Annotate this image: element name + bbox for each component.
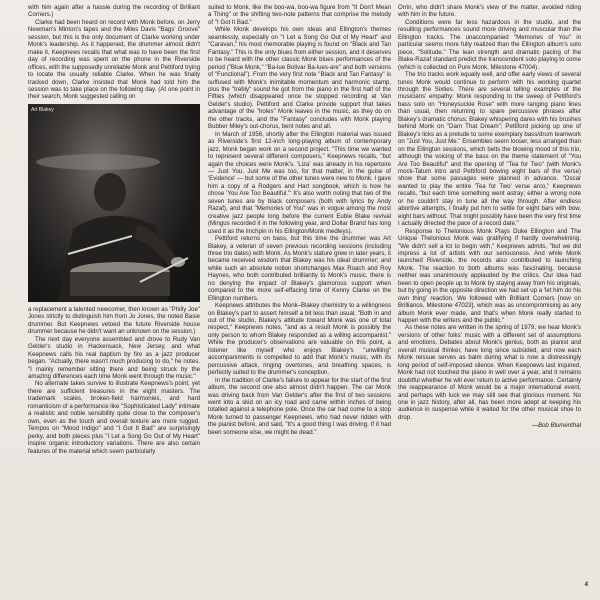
paragraph: Clarke had been heard on record with Monk before, on Jerry Newman's Minton's tapes and the Miles Davis "Bags' Groove" session, but this is the only document of Clarke working under Monk's leadership. As it happened, the drummer almost didn't make it, Keepnews recalls that what was to have been the first day of recording was spent on the phone in the Riverside offices, with the supposedly unreliable Monk and Pettiford trying to locate the usually reliable Clarke. When he was finally tracked down, Clarke insisted that Monk had told him the session was to take place on the following day. (At one point in their search, Monk suggested calling on <box>28 18 200 101</box>
paragraph: Conditions were far less hazardous in the studio, and the resulting performances sound more driving and muscular than the Ellington tracks. The unaccompanied "Memories of You" in particular seems more fully realized than the Ellington album's solo piece, "Solitude." The lean strength and dramatic pacing of the Blake-Razaf standard predict the transcendent solo playing to come (which is collected on Pure Monk, Milestone 47004). <box>398 18 581 71</box>
paragraph: Response to Thelonious Monk Plays Duke Ellington and The Unique Thelonious Monk was gratifying if hardly overwhelming. "We didn't sell a lot to begin with," Keepnews admits, "but we did impress a lot of artists with our seriousness. And while Monk launched Riverside, the records also contributed to launching Monk. The reaction to both albums was fascinating, because neither was unanimously applauded by the critics. Our idea had been to open people up to Monk by staying away from his originals, but by going in the opposite direction we had set up a 'let him do his own thing' reaction. We followed with Brilliant Corners [now on Brilliance, Milestone 47023], which was as uncompromising as any album Monk ever made, and that's when Monk really started to happen with the writers and the public." <box>398 227 581 325</box>
paragraph: suited to Monk, like the boo-wa, boo-wa figure from "It Don't Mean a Thing" or the shifting two-note patterns that comprise the melody of "I Got It Bad." <box>208 4 391 26</box>
text-column-left <box>28 4 200 455</box>
page-number: 4 <box>584 582 588 588</box>
text-column-middle <box>208 4 391 436</box>
author-signature: —Bob Blumenthal <box>531 422 581 430</box>
art-blakey-photo <box>28 104 200 302</box>
paragraph: In March of 1956, shortly after the Ellington material was issued as Riverside's first 12-inch long-playing album of contemporary jazz, Monk began work on a second project. "This time we wanted to represent several different composers," Keepnews recalls, "but again the choices were Monk's. 'Liza' was already in his repertoire — Just You, Just Me was too, for that matter, in the guise of 'Evidence' — but some of the other tunes were new to Monk. I gave him a copy of a Rodgers and Hart songbook, which is how he chose 'You Are Too Beautiful.'" It's also worth noting that two of the seven tunes are by black composers (both with lyrics by Andy Razaf), and that "Memories of You" was in vogue among the most creative jazz people long before the current Eubie Blake revival (Mingus recorded it in the following year, and Dollar Brand has long used it as the linchpin in his Ellington/Monk medleys). <box>208 130 391 235</box>
photo-caption: Art Blakey <box>31 106 54 113</box>
paragraph: a replacement a talented newcomer, then known as "Philly Joe" Jones strictly to distinguish him from Jo Jones, the noted Basie drummer. But Keepnews vetoed the future Riverside house drummer because he didn't want an unknown on the session.) <box>28 305 200 336</box>
paragraph: Pettiford returns on bass, but this time the drummer was Art Blakey, a veteran of seven previous recording sessions (including three trio dates) with Monk. As Monk's stature grew in later years, it became received wisdom that Blakey was his ideal drummer; and while such an absolute notion shortchanges Max Roach and Roy Haynes, who both contributed brilliantly to Monk's music, there is no denying the impact of Blakey's glamorous support when compared to the more self-effacing time of Kenny Clarke on the Ellington numbers. <box>208 235 391 302</box>
paragraph: In the tradition of Clarke's failure to appear for the start of the first album, the second one also almost didn't happen. The car Monk was driving back from Van Gelder's after the first of two sessions went into a skid on an icy road and came within inches of being totalled against a telephone pole. Once the car had come to a stop Monk turned to passenger Keepnews, who had never ridden with the pianist before, and said, "It's a good thing I was driving. If it had been someone else, we might be dead." <box>208 376 391 436</box>
paragraph: The trio tracks work equally well, and offer early views of several tunes Monk would continue to perform with his working quartet through the Sixties. There are several telling examples of the musicians' empathy: Monk responding to the sweep of Pettiford's bass solo on "Honeysuckle Rose" with more ranging piano lines than usual, then returning to spare percussive phrases after Blakey's dramatic chorus; Blakey whispering dares with his brushes behind Monk on "Darn That Dream"; Pettiford picking up one of Blakey's licks as a prelude to some exemplary bass/drum teamwork on "Just You, Just Me." Ensembles seem looser, less arranged than on the Ellington sessions, which belts the blowing mood of this trio, although the voicing of the bass on the theme statement of "You Are Too Beautiful" and the opening of "Tea for Two" (with Monk's mock-Tatum intro and Pettiford bowing eight bars of the verse) show that some passages were planned in advance. "Oscar wanted to play the entire 'Tea for Two' verse arco," Keepnews recalls, "but each time something went astray; either a wrong note or he couldn't stay in tune all the way through. After endless abortive attempts, I finally put him to settle for eight bars with bow, eight bars without. That might possibly have been the very first time I actually directed the pace of a record date." <box>398 71 581 228</box>
paragraph: with him again after a hassle during the recording of Brilliant Corners.) <box>28 4 200 19</box>
paragraph: The next day everyone assembled and drove to Rudy Van Gelder's studio in Hackensack, New Jersey, and what Keepnews calls his real baptism by fire as a jazz producer began. "Actually, there wasn't much producing to do," he notes. "I mainly remember sitting there and being struck by the amazing differences each time Monk went through the music." <box>28 335 200 380</box>
paragraph: Keepnews attributes the Monk–Blakey chemistry to a willingness on Blakey's part to assert himself a bit less than usual. "Both in and out of the studio, Blakey's attitude toward Monk was one of total respect," Keepnews notes, "and as a result Monk is possibly the only person to whom Blakey responded as a willing accompanist." While the producer's observations are valuable on this point, a listener like myself who enjoys Blakey's "unwilling" accompaniments is compelled to add that Monk's music, with its percussive attack, ringing overtones, and breathing spaces, is perfectly suited to the drummer's conception. <box>208 302 391 377</box>
drummer-photo-illustration <box>28 104 200 302</box>
paragraph: No alternate takes survive to illustrate Keepnews's point, yet there are sufficient treasures in the eight masters. The trademark scales, broken-field harmonies, and hard romanticism of a performance like "Sophisticated Lady" intimate a realistic and noble sensibility quite close to the composer's own, even as the touch and overall texture are more rugged. Tempos on "Mood Indigo" and "I Got It Bad" are surprisingly perky, and both pieces plus "I Let a Song Go Out of My Heart" inspire organic introductory variations. There are also certain features of the material which seem particularly <box>28 380 200 455</box>
text-column-right <box>398 4 581 430</box>
paragraph: Orrin, who didn't share Monk's view of the matter, avoided riding with him in the future. <box>398 4 581 19</box>
paragraph: As these notes are written in the spring of 1979, we hear Monk's versions of other folks' music with a different set of assumptions and emotions. Debates about Monk's genius, both as pianist and overall musical thinker, have long since subsided, and now each Monk reissue serves as balm during what is now a distressingly long period of self-imposed silence. When Keepnews last inquired, Monk had not touched the piano in well over a year, and it remains doubtful whether he will ever return to active performance. Certainly the reappearance of Monk would be a major international event, and perhaps with luck we may still see that glorious moment. No one in jazz history, after all, has been more adept at keeping his audience in suspense while it waited for the other musical shoe to drop. <box>398 324 581 421</box>
paragraph: While Monk develops his own ideas and Ellington's themes seamlessly, especially on "I Let a Song Go Out of My Heart" and "Caravan," his most memorable playing is found on "Black and Tan Fantasy." This is the only blues from either session, and it deserves to be heard with the other classic Monk blues performances of the period ("Blue Monk," "Ba-lue Bolivar Ba-lues-are" and both versions of "Functional"). From the very first note "Black and Tan Fantasy" is suffused with Monk's inimitable momentum and harmonic stamp, plus the "trebly" sound he got from the piano in the first half of the Fifties (which disappeared once he stopped recording at Van Gelder's studio). Pettiford and Clarke provide support that takes advantage of the "holes" Monk leaves in the music, as they do on the other tracks, and the "Fantasy" concludes with Monk playing Bubber Miley's out-chorus, bent notes and all. <box>208 26 391 131</box>
